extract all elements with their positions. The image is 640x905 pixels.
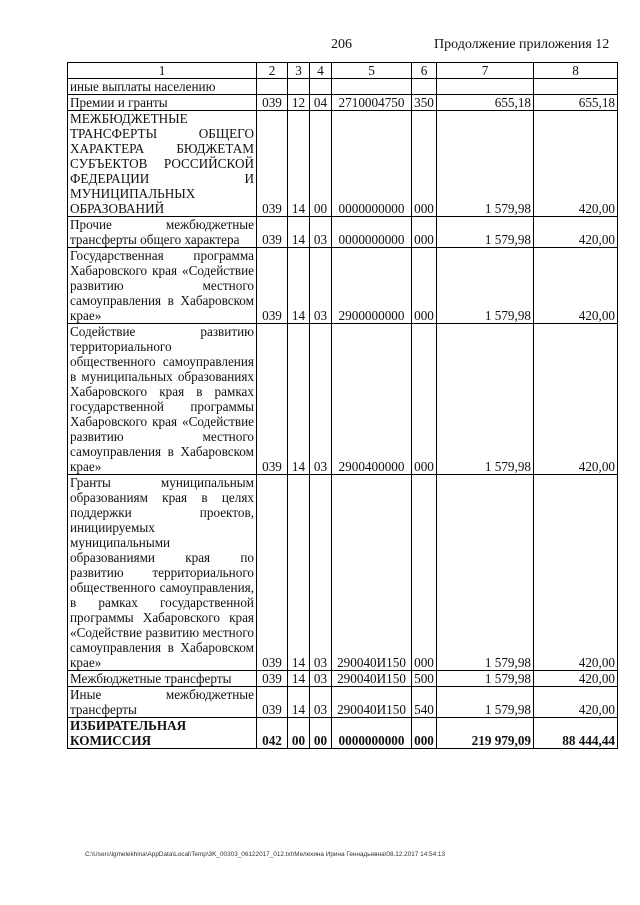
row-value-cell: 1 579,98 — [437, 475, 534, 671]
row-value-cell — [534, 79, 618, 95]
row-value-cell — [288, 79, 310, 95]
row-value-cell: 420,00 — [534, 671, 618, 687]
table-body — [68, 79, 618, 749]
row-value-cell: 1 579,98 — [437, 671, 534, 687]
row-value-cell: 0000000000 — [332, 111, 412, 217]
table-row — [68, 475, 618, 671]
row-value-cell: 00 — [310, 111, 332, 217]
row-value-cell: 14 — [288, 111, 310, 217]
row-value-cell: 03 — [310, 217, 332, 248]
row-value-cell: 000 — [412, 324, 437, 475]
row-value-cell: 03 — [310, 671, 332, 687]
table-row — [68, 111, 618, 217]
table-row — [68, 217, 618, 248]
row-value-cell: 03 — [310, 687, 332, 718]
row-value-cell: 00 — [310, 718, 332, 749]
row-value-cell — [332, 79, 412, 95]
row-value-cell: 290040И150 — [332, 671, 412, 687]
row-value-cell: 03 — [310, 248, 332, 324]
row-value-cell: 1 579,98 — [437, 324, 534, 475]
row-name-cell: ИЗБИРАТЕЛЬНАЯ КОМИССИЯ — [68, 718, 257, 749]
row-value-cell: 2710004750 — [332, 95, 412, 111]
row-value-cell: 14 — [288, 217, 310, 248]
row-value-cell: 0000000000 — [332, 217, 412, 248]
continuation-label: Продолжение приложения 12 — [434, 37, 610, 52]
row-value-cell: 03 — [310, 324, 332, 475]
row-value-cell: 039 — [257, 324, 288, 475]
column-header: 4 — [310, 63, 332, 79]
budget-table — [67, 62, 618, 749]
row-value-cell: 039 — [257, 111, 288, 217]
row-value-cell: 14 — [288, 671, 310, 687]
row-value-cell: 000 — [412, 475, 437, 671]
row-value-cell: 14 — [288, 324, 310, 475]
table-row — [68, 718, 618, 749]
table-row — [68, 79, 618, 95]
row-value-cell: 039 — [257, 671, 288, 687]
column-header: 5 — [332, 63, 412, 79]
row-value-cell: 1 579,98 — [437, 217, 534, 248]
row-value-cell: 00 — [288, 718, 310, 749]
table-row — [68, 687, 618, 718]
row-value-cell — [257, 79, 288, 95]
row-value-cell: 14 — [288, 248, 310, 324]
row-value-cell: 1 579,98 — [437, 248, 534, 324]
row-name-cell: МЕЖБЮДЖЕТНЫЕ ТРАНСФЕРТЫ ОБЩЕГО ХАРАКТЕРА БЮДЖЕТАМ СУБЪЕКТОВ РОССИЙСКОЙ ФЕДЕРАЦИИ И МУНИЦИПАЛЬНЫХ ОБРАЗОВАНИЙ — [68, 111, 257, 217]
column-header: 3 — [288, 63, 310, 79]
table-row — [68, 671, 618, 687]
row-value-cell: 000 — [412, 217, 437, 248]
row-value-cell: 420,00 — [534, 111, 618, 217]
table-row — [68, 95, 618, 111]
row-value-cell: 500 — [412, 671, 437, 687]
row-name-cell: иные выплаты населению — [68, 79, 257, 95]
row-value-cell: 420,00 — [534, 687, 618, 718]
row-value-cell: 1 579,98 — [437, 687, 534, 718]
row-value-cell: 350 — [412, 95, 437, 111]
row-value-cell: 04 — [310, 95, 332, 111]
row-value-cell: 039 — [257, 95, 288, 111]
row-value-cell: 540 — [412, 687, 437, 718]
row-name-cell: Прочие межбюджетные трансферты общего характера — [68, 217, 257, 248]
table-row — [68, 248, 618, 324]
column-header: 8 — [534, 63, 618, 79]
row-value-cell: 290040И150 — [332, 475, 412, 671]
row-value-cell: 042 — [257, 718, 288, 749]
row-value-cell: 000 — [412, 248, 437, 324]
file-path-footer: C:\Users\igmelekhina\AppData\Local\Temp\3K_00303_06122017_012.txt\Мелехина Ирина Геннадьевна\08.12.2017 14:54:13 — [85, 851, 446, 858]
row-value-cell: 03 — [310, 475, 332, 671]
table-header-row — [68, 63, 618, 79]
row-value-cell: 1 579,98 — [437, 111, 534, 217]
table-row — [68, 324, 618, 475]
row-value-cell: 14 — [288, 475, 310, 671]
row-value-cell: 039 — [257, 687, 288, 718]
column-header: 2 — [257, 63, 288, 79]
row-value-cell: 000 — [412, 718, 437, 749]
row-name-cell: Гранты муниципальным образованиям края в целях поддержки проектов, инициируемых муниципальными образованиями края по развитию территориального общественного самоуправления, в рамках государственной программы Хабаровского края «Содействие развитию местного самоуправления в Хабаровском крае» — [68, 475, 257, 671]
row-name-cell: Иные межбюджетные трансферты — [68, 687, 257, 718]
row-value-cell: 2900400000 — [332, 324, 412, 475]
row-value-cell: 039 — [257, 217, 288, 248]
column-header: 6 — [412, 63, 437, 79]
column-header: 1 — [68, 63, 257, 79]
row-value-cell — [412, 79, 437, 95]
row-value-cell: 88 444,44 — [534, 718, 618, 749]
row-value-cell: 420,00 — [534, 248, 618, 324]
row-value-cell: 000 — [412, 111, 437, 217]
row-name-cell: Премии и гранты — [68, 95, 257, 111]
row-value-cell: 655,18 — [437, 95, 534, 111]
row-name-cell: Государственная программа Хабаровского края «Содействие развитию местного самоуправления в Хабаровском крае» — [68, 248, 257, 324]
row-value-cell: 420,00 — [534, 324, 618, 475]
row-name-cell: Содействие развитию территориального общественного самоуправления в муниципальных образованиях Хабаровского края в рамках государственной программы Хабаровского края «Содействие развитию местного самоуправления в Хабаровском крае» — [68, 324, 257, 475]
row-value-cell — [310, 79, 332, 95]
row-value-cell: 655,18 — [534, 95, 618, 111]
row-name-cell: Межбюджетные трансферты — [68, 671, 257, 687]
row-value-cell: 2900000000 — [332, 248, 412, 324]
page-number: 206 — [331, 37, 352, 52]
row-value-cell: 420,00 — [534, 217, 618, 248]
row-value-cell: 219 979,09 — [437, 718, 534, 749]
column-header: 7 — [437, 63, 534, 79]
row-value-cell — [437, 79, 534, 95]
row-value-cell: 12 — [288, 95, 310, 111]
row-value-cell: 290040И150 — [332, 687, 412, 718]
row-value-cell: 039 — [257, 475, 288, 671]
row-value-cell: 420,00 — [534, 475, 618, 671]
row-value-cell: 0000000000 — [332, 718, 412, 749]
row-value-cell: 14 — [288, 687, 310, 718]
row-value-cell: 039 — [257, 248, 288, 324]
